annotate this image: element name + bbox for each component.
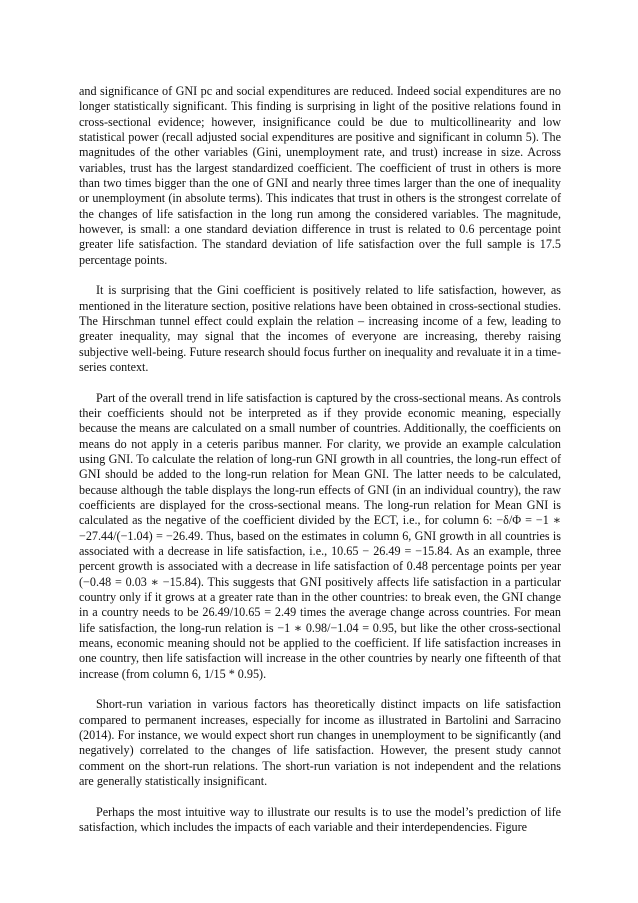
paragraph-model-prediction: Perhaps the most intuitive way to illustrate our results is to use the model’s prediction of life satisfaction, which includes the impacts of each variable and their interdependencies. Figure <box>79 804 561 834</box>
document-page <box>79 84 561 835</box>
paragraph-trust-coefficients: and significance of GNI pc and social expenditures are reduced. Indeed social expenditures are no longer statistically significant. This finding is surprising in light of the positive relations found in cross-sectional evidence; however, insignificance could be due to multicollinearity and low statistical power (recall adjusted social expenditures are positive and significant in column 5). The magnitudes of the other variables (Gini, unemployment rate, and trust) increase in size. Across variables, trust has the largest standardized coefficient. The coefficient of trust in others is more than two times bigger than the one of GNI and nearly three times larger than the one of inequality or unemployment (in absolute terms). This indicates that trust in others is the strongest correlate of the changes of life satisfaction in the long run among the considered variables. The magnitude, however, is small: a one standard deviation difference in trust is related to 0.6 percentage point greater life satisfaction. The standard deviation of life satisfaction over the full sample is 17.5 percentage points. <box>79 84 561 267</box>
paragraph-cross-sectional-means: Part of the overall trend in life satisfaction is captured by the cross-sectional means. As controls their coefficients should not be interpreted as if they provide economic meaning, especially because the means are calculated on a small number of countries. Additionally, the coefficients on means do not apply in a ceteris paribus manner. For clarity, we provide an example calculation using GNI. To calculate the relation of long-run GNI growth in all countries, the long-run effect of GNI should be added to the long-run relation for Mean GNI. The latter needs to be calculated, because although the table displays the long-run effects of GNI (in an individual country), the raw coefficients are displayed for the cross-sectional means. The long-run relation for Mean GNI is calculated as the negative of the coefficient divided by the ECT, i.e., for column 6: −δ/Φ = −1 ∗ −27.44/(−1.04) = −26.49. Thus, based on the estimates in column 6, GNI growth in all countries is associated with a decrease in life satisfaction, i.e., 10.65 − 26.49 = −15.84. As an example, three percent growth is associated with a decrease in life satisfaction of 0.48 percentage points per year (−0.48 = 0.03 ∗ −15.84). This suggests that GNI positively affects life satisfaction in a particular country only if it grows at a greater rate than in the other countries: to break even, the GNI change in a country needs to be 26.49/10.65 = 2.49 times the average change across countries. For mean life satisfaction, the long-run relation is −1 ∗ 0.98/−1.04 = 0.95, but like the other cross-sectional means, economic meaning should not be applied to the coefficient. If life satisfaction increases in one country, then life satisfaction will increase in the other countries by nearly one fifteenth of that increase (from column 6, 1/15 * 0.95). <box>79 390 561 681</box>
paragraph-short-run-variation: Short-run variation in various factors has theoretically distinct impacts on life satisfaction compared to permanent increases, especially for income as illustrated in Bartolini and Sarracino (2014). For instance, we would expect short run changes in unemployment to be significantly (and negatively) correlated to the changes of life satisfaction. However, the present study cannot comment on the short-run relations. The short-run variation is not independent and the relations are generally statistically insignificant. <box>79 697 561 788</box>
paragraph-gini-coefficient: It is surprising that the Gini coefficient is positively related to life satisfaction, however, as mentioned in the literature section, positive relations have been obtained in cross-sectional studies. The Hirschman tunnel effect could explain the relation – increasing income of a few, leading to greater inequality, may signal that the incomes of everyone are increasing, thereby raising subjective well-being. Future research should focus further on inequality and revaluate it in a time-series context. <box>79 283 561 375</box>
